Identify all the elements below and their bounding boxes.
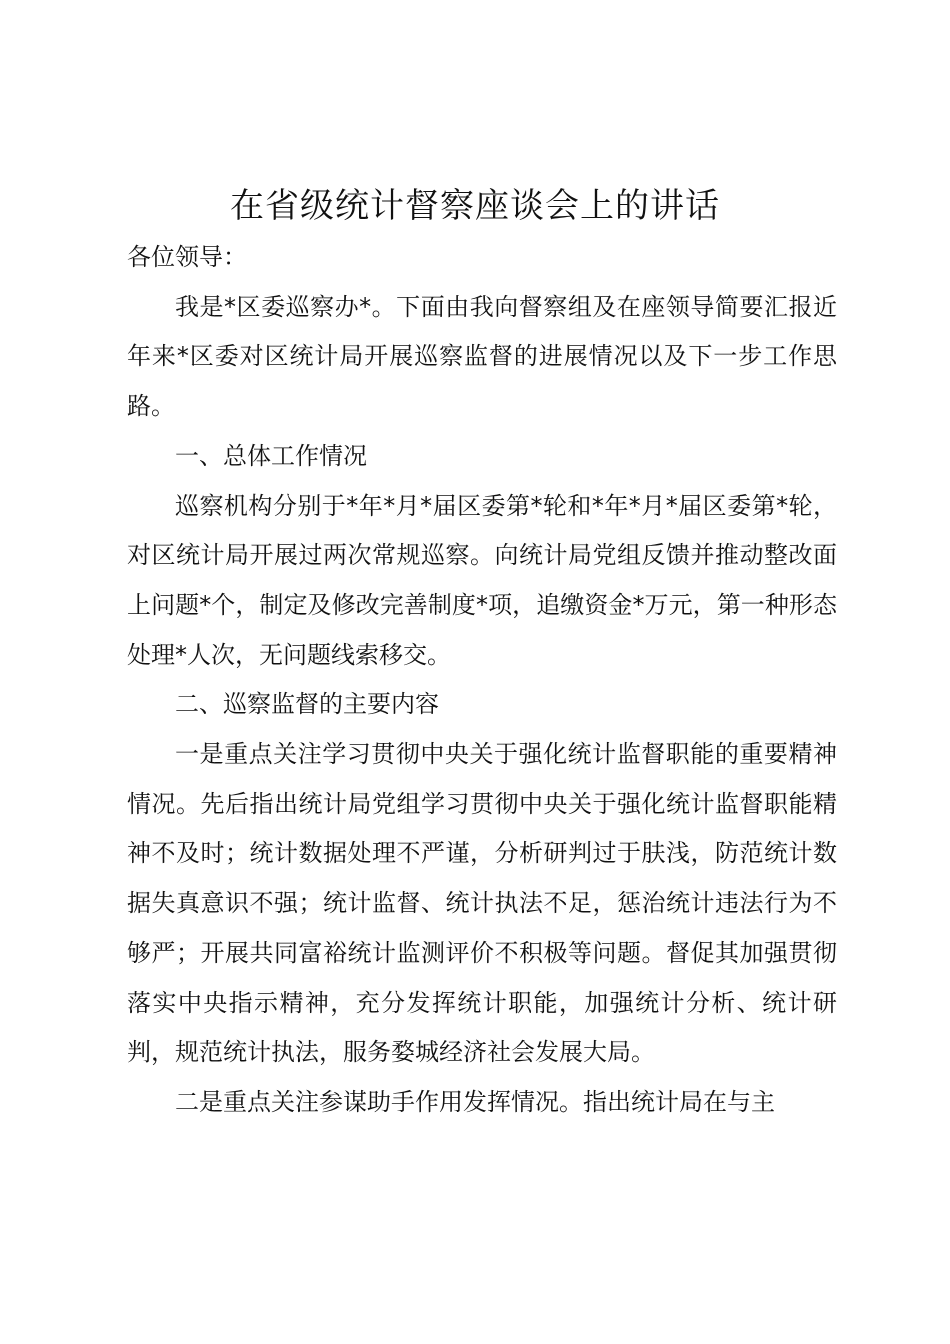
salutation: 各位领导： — [127, 243, 247, 271]
paragraph-overview: 巡察机构分别于*年*月*届区委第*轮和*年*月*届区委第*轮，对区统计局开展过两次常规巡察。向统计局党组反馈并推动整改面上问题*个，制定及修改完善制度*项，追缴资金*万元，第一种形态处理*人次，无问题线索移交。 — [127, 491, 837, 669]
document-title: 在省级统计督察座谈会上的讲话 — [230, 186, 720, 226]
paragraph-point-1: 一是重点关注学习贯彻中央关于强化统计监督职能的重要精神情况。先后指出统计局党组学习贯彻中央关于强化统计监督职能精神不及时；统计数据处理不严谨，分析研判过于肤浅，防范统计数据失真意识不强；统计监督、统计执法不足，惩治统计违法行为不够严；开展共同富裕统计监测评价不积极等问题。督促其加强贯彻落实中央指示精神，充分发挥统计职能，加强统计分析、统计研判，规范统计执法，服务婺城经济社会发展大局。 — [127, 740, 837, 1067]
section-heading-2: 二、巡察监督的主要内容 — [175, 690, 439, 719]
section-heading-1: 一、总体工作情况 — [175, 441, 367, 470]
paragraph-point-2: 二是重点关注参谋助手作用发挥情况。指出统计局在与主 — [175, 1087, 775, 1116]
paragraph-intro: 我是*区委巡察办*。下面由我向督察组及在座领导简要汇报近年来*区委对区统计局开展巡察监督的进展情况以及下一步工作思路。 — [127, 292, 837, 421]
document-body — [127, 233, 837, 1128]
